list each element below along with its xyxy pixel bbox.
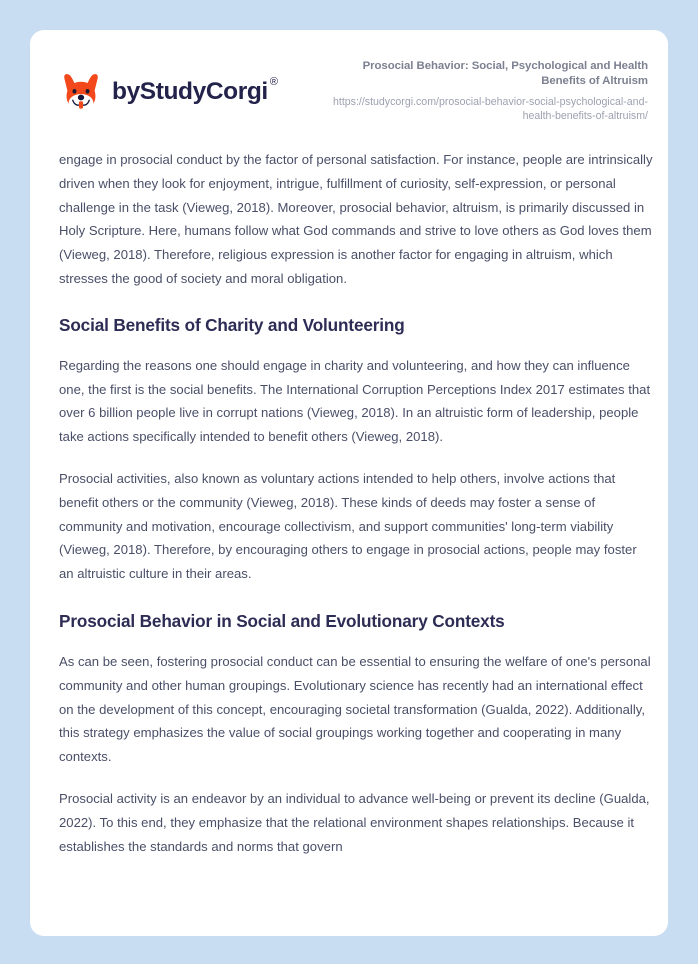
paragraph: As can be seen, fostering prosocial conduct can be essential to ensuring the welfare of one's personal community and other human groupings. Evolutionary science has recently had an international effect on the development of this concept, encouraging societal transformation (Gualda, 2022). Additionally, this strategy emphasizes the value of social groupings working together and cooperating in many contexts.	[59, 653, 651, 765]
brand-prefix: by	[112, 77, 140, 105]
document-meta	[318, 55, 648, 124]
document-source-url[interactable]: https://studycorgi.com/prosocial-behavior-social-psychological-and-health-benefits-of-altruism/	[332, 95, 648, 122]
registered-trademark-icon: ®	[269, 75, 278, 88]
paragraph: Prosocial activity is an endeavor by an individual to advance well-being or prevent its decline (Gualda, 2022). To this end, they emphasize that the relational environment shapes relationships. Because it establishes the standards and norms that govern	[59, 790, 650, 854]
section-heading: Social Benefits of Charity and Volunteering	[59, 314, 405, 335]
section-heading: Prosocial Behavior in Social and Evolutionary Contexts	[59, 610, 505, 631]
document-page	[30, 30, 668, 936]
document-title: Prosocial Behavior: Social, Psychological and Health Benefits of Altruism	[362, 59, 648, 87]
brand-name: StudyCorgi	[139, 77, 268, 105]
paragraph: Prosocial activities, also known as voluntary actions intended to help others, involve actions that benefit others or the community (Vieweg, 2018). These kinds of deeds may foster a sense of community and motivation, encourage collectivism, and support communities' long-term viability (Vieweg, 2018). Therefore, by encouraging others to engage in prosocial actions, people may foster an altruistic culture in their areas.	[59, 470, 637, 582]
corgi-head-icon	[59, 70, 103, 114]
document-body	[30, 148, 668, 858]
document-header	[30, 30, 668, 148]
brand-logo[interactable]	[59, 64, 276, 114]
paragraph: Regarding the reasons one should engage in charity and volunteering, and how they can influence one, the first is the social benefits. The International Corruption Perceptions Index 2017 estimates that over 6 billion people live in corrupt nations (Vieweg, 2018). In an altruistic form of leadership, people take actions specifically intended to benefit others (Vieweg, 2018).	[59, 357, 651, 445]
paragraph: engage in prosocial conduct by the factor of personal satisfaction. For instance, people are intrinsically driven when they look for enjoyment, intrigue, fulfillment of curiosity, self-expression, or personal challenge in the task (Vieweg, 2018). Moreover, prosocial behavior, altruism, is primarily discussed in Holy Scripture. Here, humans follow what God commands and strive to love others as God loves them (Vieweg, 2018). Therefore, religious expression is another factor for engaging in altruism, which stresses the good of society and moral obligation.	[59, 152, 653, 286]
brand-wordmark	[112, 75, 278, 105]
